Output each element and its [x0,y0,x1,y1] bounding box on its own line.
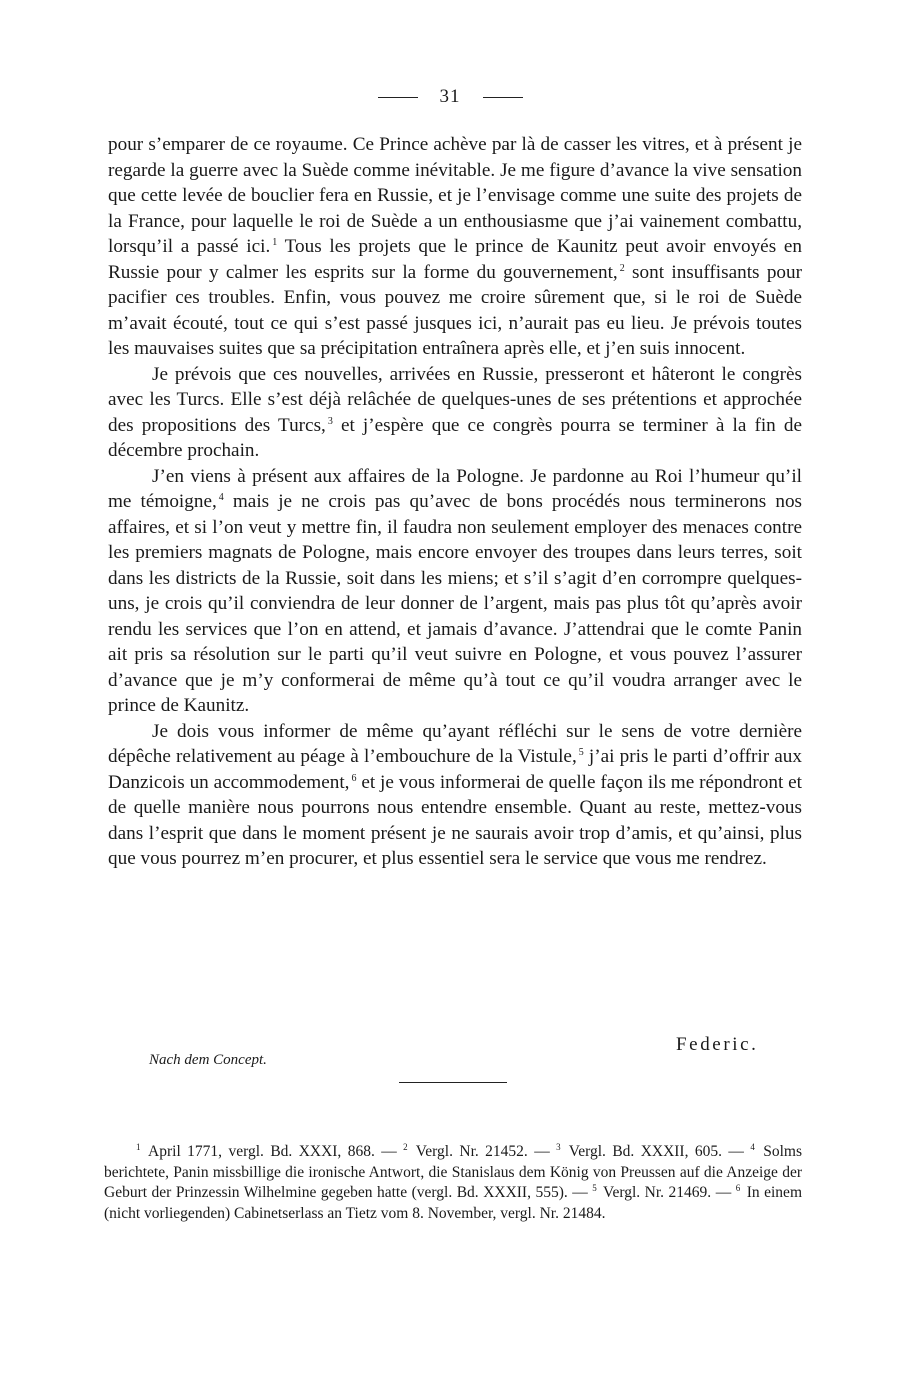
footnote-block [104,1142,802,1224]
footnote-num-2: 2 [403,1142,408,1152]
paragraph-1-text-c: sont insuffisants pour pacifier ces troubles. Enfin, vous pouvez me croire sûrement que, si le roi de Suède m’avait écouté, tout ce qui s’est passé jusques ici, n’aurait pas eu lieu. Je prévois toutes les mauvaises suites que sa précipitation entraînera après elle, et j’en suis innocent. [108,261,802,359]
footnote-5: Vergl. Nr. 21469. — [598,1184,736,1201]
source-note: Nach dem Concept. [149,1052,267,1068]
paragraph-2-text-a: Je prévois que ces nouvelles, arrivées en Russie, presseront et hâteront le congrès avec les Turcs. Elle s’est déjà relâchée de quelques-unes de ses prétentions et approchée des propositions des Turcs, [108,363,802,436]
paragraph-4-text-c: et je vous informerai de quelle façon ils me répondront et de quelle manière nous pourrons nous entendre ensemble. Quant au reste, mettez-vous dans l’esprit que dans le moment présent je ne saurais avoir trop d’amis, et qu’ainsi, plus que vous pourrez m’en procurer, et plus essentiel sera le service que vous me rendrez. [108,771,802,869]
footnote-1: April 1771, vergl. Bd. XXXI, 868. — [142,1143,404,1160]
footnote-2: Vergl. Nr. 21452. — [409,1143,557,1160]
letter-body [108,132,802,872]
footnote-num-4: 4 [750,1142,755,1152]
footnote-ref-3: 3 [327,415,333,427]
footnotes [104,1142,802,1224]
signature: Federic. [676,1034,759,1055]
paragraph-2-text-b: et j’espère que ce congrès pourra se terminer à la fin de décembre prochain. [108,414,802,461]
paragraph-1 [108,132,802,362]
footnote-ref-4: 4 [218,492,224,503]
footnote-ref-2: 2 [619,262,625,274]
paragraph-3-text-a: J’en viens à présent aux affaires de la Pologne. Je pardonne au Roi l’humeur qu’il me témoigne, [108,465,802,512]
paragraph-4 [108,719,802,872]
footnote-ref-1: 1 [272,237,278,248]
paragraph-2 [108,362,802,464]
paragraph-1-text-b: Tous les projets que le prince de Kaunitz peut avoir envoyés en Russie pour y calmer les esprits sur la forme du gouvernement, [108,236,802,283]
paragraph-1-text-a: pour s’emparer de ce royaume. Ce Prince achève par là de casser les vitres, et à présent je regarde la guerre avec la Suède comme inévitable. Je me figure d’avance la vive sensation que cette levée de bouclier fera en Russie, et je l’envisage comme une suite des projets de la France, pour laquelle le roi de Suède a un enthousiasme que j’ai vainement combattu, lorsqu’il a passé ici. [108,134,802,257]
footnote-6: In einem (nicht vorliegenden) Cabinetserlass an Tietz vom 8. November, vergl. Nr. 21484. [104,1184,802,1222]
footnote-4: Solms berichtete, Panin missbillige die ironische Antwort, die Stanislaus dem König von Preussen auf die Anzeige der Geburt der Prinzessin Wilhelmine gegeben hatte (vergl. Bd. XXXII, 555). — [104,1143,803,1201]
footnote-divider [399,1082,507,1083]
header-rule-right [483,97,523,98]
footnote-num-3: 3 [556,1142,561,1152]
footnote-3: Vergl. Bd. XXXII, 605. — [562,1143,751,1160]
paragraph-3 [108,464,802,719]
footnote-num-1: 1 [136,1142,141,1152]
page-number: 31 [439,86,461,107]
paragraph-4-text-a: Je dois vous informer de même qu’ayant réfléchi sur le sens de votre dernière dépêche relativement au péage à l’embouchure de la Vistule, [108,720,802,767]
header-rule-left [378,97,418,98]
footnote-ref-6: 6 [351,772,357,784]
footnote-ref-5: 5 [578,747,584,758]
paragraph-3-text-b: mais je ne crois pas qu’avec de bons procédés nous terminerons nos affaires, et si l’on veut y mettre fin, il faudra non seulement employer des menaces contre les premiers magnats de Pologne, mais encore envoyer des troupes dans leurs terres, soit dans les districts de la Russie, soit dans les miens; et s’il s’agit d’en corrompre quelques-uns, je crois qu’il conviendra de leur donner de l’argent, mais pas plus tôt qu’après avoir rendu les services que l’on en attend, et jamais d’avance. J’attendrai que le comte Panin ait pris sa résolution sur le parti qu’il veut suivre en Pologne, et vous pouvez l’assurer d’avance que je m’y conformerai de même qu’à tout ce qu’il voudra arranger avec le prince de Kaunitz. [108,491,803,716]
footnote-num-6: 6 [735,1183,741,1193]
paragraph-4-text-b: j’ai pris le parti d’offrir aux Danzicois un accommodement, [108,746,802,793]
page-header [0,86,900,108]
footnote-num-5: 5 [592,1183,597,1193]
